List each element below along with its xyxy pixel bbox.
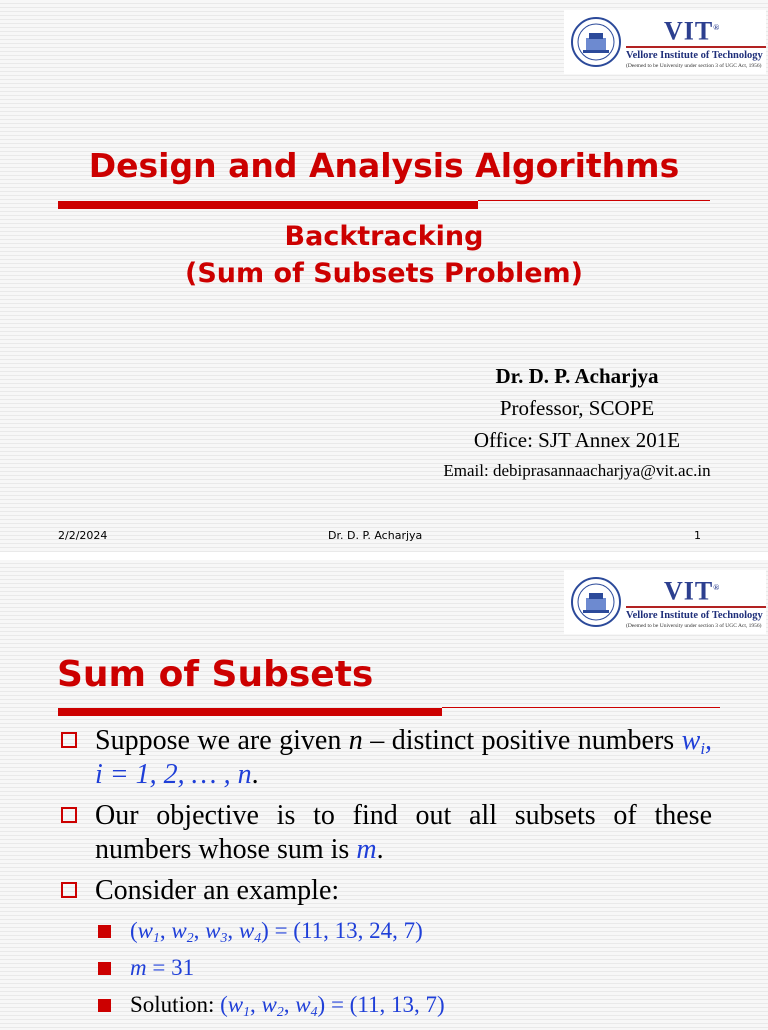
title-underline-thin	[442, 707, 720, 708]
author-office: Office: SJT Annex 201E	[473, 428, 681, 452]
vit-rule	[626, 606, 766, 608]
square-bullet-icon	[98, 999, 111, 1012]
slide-separator	[0, 552, 768, 560]
footer-date: 2/2/2024	[58, 529, 108, 542]
slide-title: Sum of Subsets	[57, 654, 374, 695]
checkbox-bullet-icon	[61, 807, 77, 823]
bullet-item: Our objective is to find out all subsets of these numbers whose sum is m.	[60, 799, 712, 867]
vit-name: Vellore Institute of Technology	[626, 610, 763, 622]
subtitle-line-2: (Sum of Subsets Problem)	[184, 258, 583, 289]
vit-logo	[564, 570, 766, 634]
vit-name: Vellore Institute of Technology	[626, 50, 763, 62]
checkbox-bullet-icon	[61, 882, 77, 898]
vit-brand: VIT®	[664, 16, 721, 46]
subtitle-line-1: Backtracking	[284, 221, 484, 252]
vit-rule	[626, 46, 766, 48]
course-title: Design and Analysis Algorithms	[88, 146, 680, 185]
sub-bullet-list	[95, 912, 712, 1023]
sub-bullet-item: ($w_1$, $w_2$, $w_3$, $w_4) = (11$, 13, 24, 7)	[60, 912, 712, 949]
author-name: Dr. D. P. Acharjya	[495, 364, 659, 388]
title-underline-thick	[58, 201, 478, 209]
vit-seal-icon	[570, 16, 622, 68]
content-slide	[0, 560, 768, 1024]
title-underline-thin	[478, 200, 710, 201]
footer-author: Dr. D. P. Acharjya	[328, 529, 423, 542]
title-underline-thick	[58, 708, 442, 716]
vit-subtext: (Deemed to be University under section 3 of UGC Act, 1956)	[626, 623, 762, 630]
author-position: Professor, SCOPE	[499, 396, 655, 420]
vit-brand: VIT®	[664, 576, 721, 606]
topic-subtitle	[0, 218, 768, 292]
bullet-item: Suppose we are given n – distinct positive numbers $w_i$, i = 1, 2, … , n.	[60, 724, 712, 792]
square-bullet-icon	[98, 962, 111, 975]
sub-bullet-item: m = 31	[60, 949, 712, 986]
math-expression: $w_i$, i = 1, 2, … , n	[95, 725, 713, 790]
vit-logo	[564, 10, 766, 74]
vit-subtext: (Deemed to be University under section 3 of UGC Act, 1956)	[626, 63, 762, 70]
bullet-item: Consider an example: ($w_1$, $w_2$, $w_3$, $w_4) = (11$, 13, 24, 7) m = 31 Solution: ($w_1$, $w_2$, $w_4) = (11$, 13, 7)	[60, 874, 712, 1023]
footer-page-number: 1	[694, 529, 701, 542]
square-bullet-icon	[98, 925, 111, 938]
sub-bullet-item: Solution: ($w_1$, $w_2$, $w_4) = (11$, 13, 7)	[60, 986, 712, 1023]
bullet-list	[60, 724, 712, 1030]
author-email: Email: debiprasannaacharjya@vit.ac.in	[443, 461, 711, 480]
vit-seal-icon	[570, 576, 622, 628]
author-block	[380, 360, 768, 486]
checkbox-bullet-icon	[61, 732, 77, 748]
